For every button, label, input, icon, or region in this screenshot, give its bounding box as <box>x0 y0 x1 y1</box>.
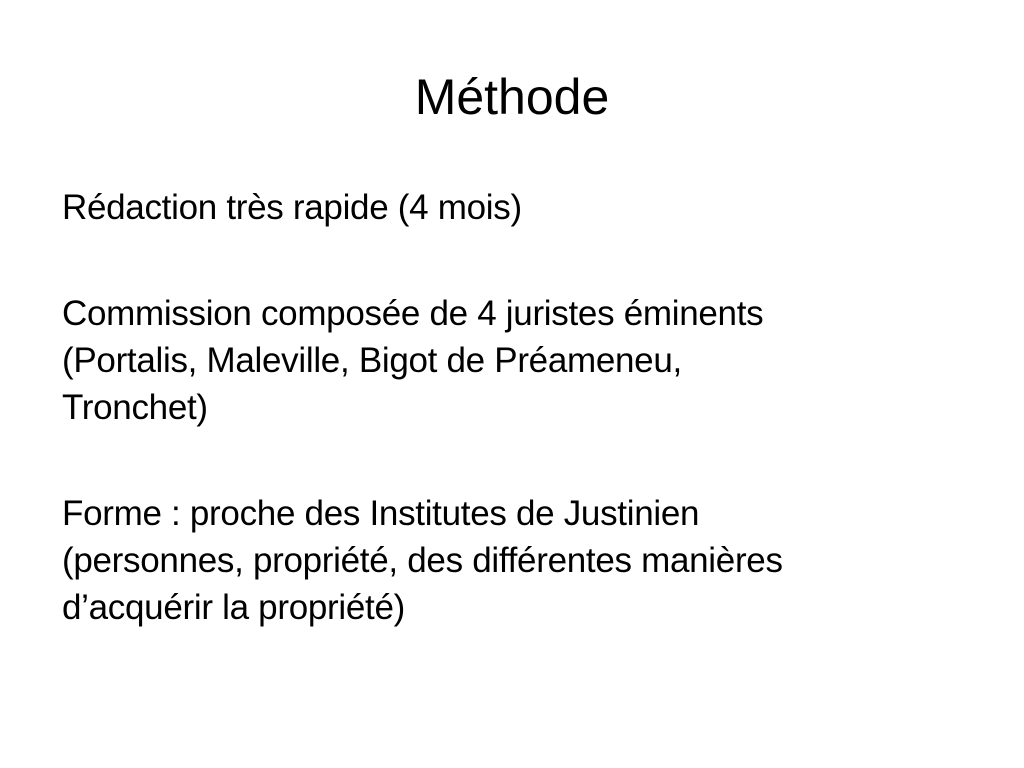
paragraph-forme: Forme : proche des Institutes de Justinien (personnes, propriété, des différentes manières d’acquérir la propriété) <box>62 494 783 627</box>
slide-title: Méthode <box>414 69 610 125</box>
slide-body <box>62 184 962 690</box>
paragraph-commission: Commission composée de 4 juristes éminents (Portalis, Maleville, Bigot de Préameneu, Tronchet) <box>62 294 764 427</box>
paragraph-redaction: Rédaction très rapide (4 mois) <box>62 188 522 227</box>
